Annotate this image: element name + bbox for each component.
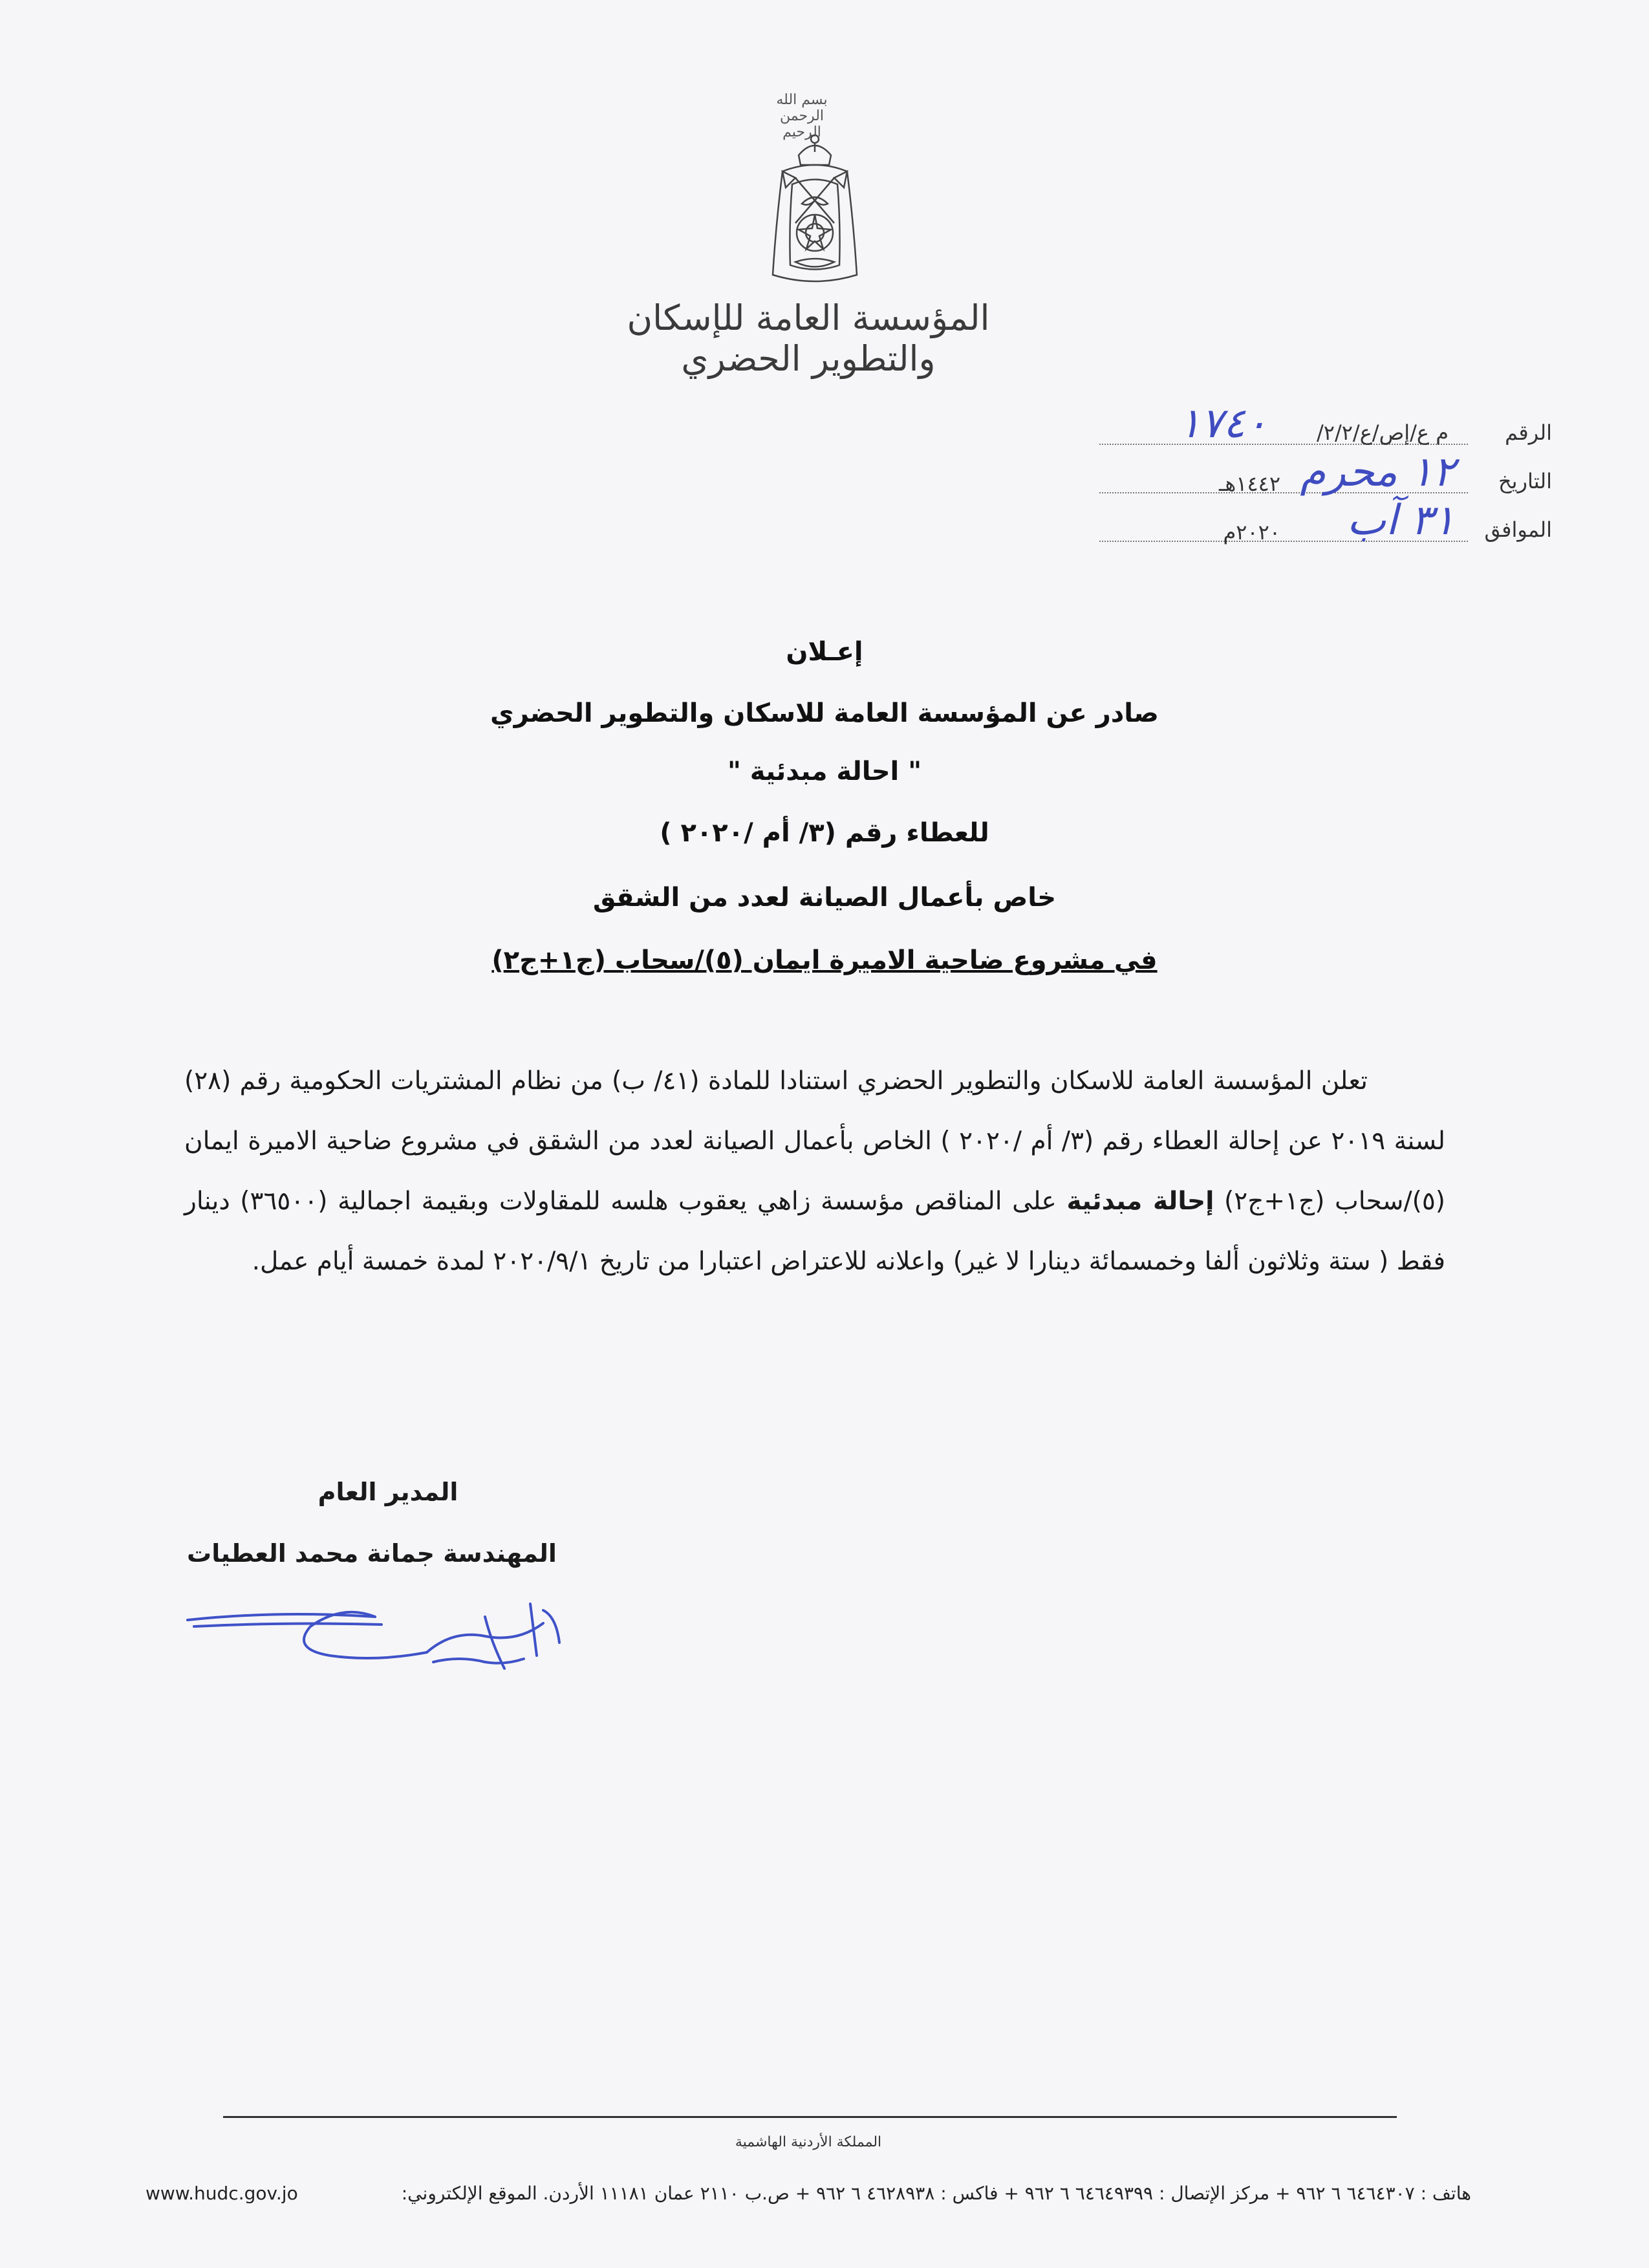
reference-date-printed: ١٤٤٢هـ — [1219, 471, 1280, 496]
signatory-title: المدير العام — [318, 1478, 458, 1506]
handwritten-signature — [181, 1591, 569, 1688]
reference-date-handwritten: ١٢ محرم — [1300, 448, 1455, 496]
footer-country: المملكة الأردنية الهاشمية — [735, 2134, 882, 2150]
project-line: في مشروع ضاحية الاميرة ايمان (٥)/سحاب (ج١+ج٢) — [491, 945, 1158, 975]
reference-number-printed: م ع/إص/ع/٢/٢/ — [1316, 420, 1449, 445]
reference-corresponding-handwritten: ٣١ آب — [1346, 497, 1455, 545]
reference-corresponding-label: الموافق — [1484, 517, 1552, 542]
footer-contact-info: هاتف : ٦٤٦٤٣٠٧ ٦ ٩٦٢ + مركز الإتصال : ٦٤٦٤٩٣٩٩ ٦ ٩٦٢ + فاكس : ٤٦٢٨٩٣٨ ٦ ٩٦٢ + ص.ب ٢١١٠ عمان ١١١٨١ الأردن. الموقع الإلكتروني: — [401, 2183, 1471, 2204]
body-text-part1: تعلن المؤسسة العامة للاسكان والتطوير الحضري استنادا للمادة (٤١/ ب) من نظام المشتريات الحكومية رقم (٢٨) لسنة ٢٠١٩ عن إحالة العطاء رقم (٣/ أم /٢٠٢٠ ) الخاص بأعمال الصيانة لعدد من الشقق في مشروع ضاحية الاميرة ايمان (٥)/سحاب (ج١+ج٢) — [184, 1066, 1446, 1216]
maintenance-works-line: خاص بأعمال الصيانة لعدد من الشقق — [592, 883, 1057, 913]
jordan-coat-of-arms-icon — [757, 126, 873, 291]
announcement-body — [184, 1051, 1445, 1291]
reference-number-handwritten: ١٧٤٠ — [1178, 400, 1267, 448]
reference-corresponding-row — [1099, 497, 1552, 556]
signatory-name: المهندسة جمانة محمد العطيات — [187, 1539, 557, 1568]
tender-number-line: للعطاء رقم (٣/ أم /٢٠٢٠ ) — [660, 818, 989, 848]
footer-website-link[interactable]: www.hudc.gov.jo — [146, 2183, 298, 2204]
basmala-text: بسم الله الرحمن الرحيم — [776, 92, 828, 140]
reference-date-row — [1099, 448, 1552, 508]
footer-divider — [223, 2116, 1397, 2118]
issuer-line: صادر عن المؤسسة العامة للاسكان والتطوير الحضري — [490, 698, 1159, 728]
reference-number-label: الرقم — [1505, 420, 1552, 445]
organization-logo-text: المؤسسة العامة للإسكان والتطوير الحضري — [627, 297, 990, 379]
announcement-heading: إعـلان — [786, 637, 863, 667]
body-text-part2: على المناقص مؤسسة زاهي يعقوب هلسه للمقاولات وبقيمة اجمالية (٣٦٥٠٠) دينار فقط ( ستة وثلاثون ألفا وخمسمائة دينارا لا غير) واعلانه للاعتراض اعتبارا من تاريخ ٢٠٢٠/٩/١ لمدة خمسة أيام عمل. — [184, 1187, 1445, 1276]
body-text-bold: إحالة مبدئية — [1066, 1187, 1214, 1216]
reference-corresponding-printed: ٢٠٢٠م — [1223, 520, 1280, 545]
preliminary-award-line: " احالة مبدئية " — [727, 757, 922, 786]
reference-date-label: التاريخ — [1498, 469, 1552, 493]
